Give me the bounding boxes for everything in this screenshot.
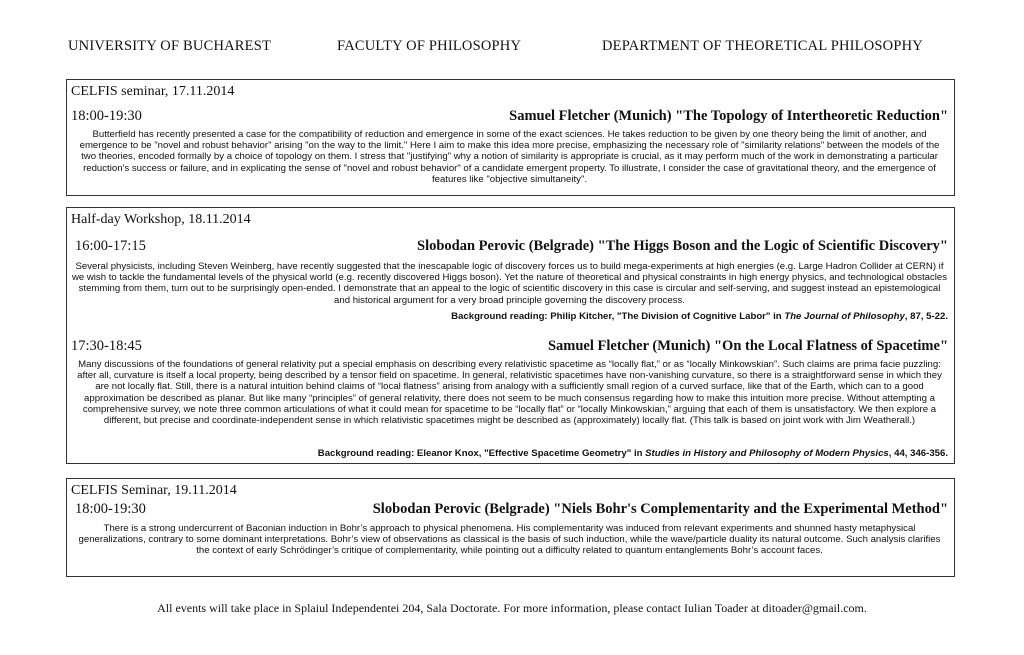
reading-journal: Studies in History and Philosophy of Modern Physics — [645, 448, 889, 459]
department-name: DEPARTMENT OF THEORETICAL PHILOSOPHY — [602, 38, 923, 54]
seminar-title: CELFIS seminar, 17.11.2014 — [71, 84, 235, 99]
seminar-box-1 — [66, 79, 955, 196]
session-time: 18:00-19:30 — [75, 501, 146, 517]
reading-journal: The Journal of Philosophy — [784, 311, 905, 322]
session-time: 16:00-17:15 — [75, 238, 146, 254]
reading-details: , 44, 346-356. — [888, 448, 948, 459]
talk-abstract: Several physicists, including Steven Weinberg, have recently suggested that the inescapable logic of discovery forces us to build mega-experiments at high energies (e.g. Large Hadron Collider at CERN) if we wish to tackle the fundamental levels of the physical world (e.g. recently discovered Higgs boson). Yet the nature of theoretical and physical constraints in high energy physics, and technological obstacles stemming from them, turn out to be surprisingly open-ended. I demonstrate that an appeal to the logic of scientific discovery in this case is circular and self-serving, and suggest instead an epistemological and historical argument for a very broad principle governing the discovery process. — [71, 261, 948, 306]
talk-abstract: Many discussions of the foundations of general relativity put a special emphasis on describing every relativistic spacetime as “locally flat,” or as “locally Minkowskian”. Such claims are prima facie puzzling: after all, curvature is itself a local property, being described by a tensor field on spacetime. In general, relativistic spacetimes have non-vanishing curvature, so there is a straightforward sense in which they are not locally flat. Still, there is a natural intuition behind claims of “local flatness” arising from analogy with a sufficiently small region of a curved surface, like that of the Earth, which can to a good approximation be described as planar. But like many “principles” of general relativity, there does not seem to be much consensus regarding how to make this intuition more precise. Without attempting a comprehensive survey, we note three common articulations of what it could mean for spacetime to be “locally flat” or “locally Minkowskian,” arguing that each of them is unsatisfactory. We then explore a different, but precise and coordinate-independent sense in which relativistic spacetimes might be described as (approximately) locally flat. (This talk is based on joint work with Jim Weatherall.) — [77, 359, 942, 427]
university-name: UNIVERSITY OF BUCHAREST — [68, 38, 272, 54]
reading-text: Background reading: Philip Kitcher, "The Division of Cognitive Labor" in — [451, 311, 785, 322]
workshop-title: Half-day Workshop, 18.11.2014 — [71, 212, 251, 227]
talk-abstract: Butterfield has recently presented a case for the compatibility of reduction and emergence in some of the exact sciences. He takes reduction to be given by one theory being the limit of another, and emergence to be "novel and robust behavior" arising "on the way to the limit." Here I aim to make this idea more precise, emphasizing the necessary role of "similarity relations" between the models of the two theories, encoded formally by a choice of topology on them. I stress that "justifying" why a notion of similarity is appropriate is crucial, as it may perform much of the work in demonstrating a particular reduction's success or failure, and in explicating the sense of "novel and robust behavior" of a candidate emergent property. To illustrate, I consider the case of gravitational theory, and the emergence of features like "objective simultaneity". — [79, 129, 940, 185]
session-time: 18:00-19:30 — [71, 108, 142, 124]
talk-title: Slobodan Perovic (Belgrade) "The Higgs Boson and the Logic of Scientific Discovery" — [417, 238, 948, 254]
talk-title: Samuel Fletcher (Munich) "On the Local Flatness of Spacetime" — [547, 338, 948, 354]
background-reading — [451, 311, 948, 322]
background-reading — [318, 448, 948, 459]
footer-note: All events will take place in Splaiul Independentei 204, Sala Doctorate. For more information, please contact Iulian Toader at ditoader@gmail.com. — [157, 601, 867, 615]
talk-abstract: There is a strong undercurrent of Baconian induction in Bohr’s approach to physical phenomena. His complementarity was induced from relevant experiments and shunned hasty metaphysical generalizations, contrary to some dominant interpretations. Bohr’s view of observations as classical is the basis of such induction, while the wave/particle duality its natural outcome. Such analysis clarifies the context of early Schrödinger’s critique of complementarity, while pointing out a difficulty related to quantum entanglements Bohr’s account faces. — [78, 523, 941, 557]
talk-title: Slobodan Perovic (Belgrade) "Niels Bohr's Complementarity and the Experimental Method" — [372, 501, 948, 517]
page-header — [0, 38, 1024, 58]
seminar-title: CELFIS Seminar, 19.11.2014 — [71, 483, 237, 498]
seminar-box-2 — [66, 478, 955, 577]
workshop-box — [66, 207, 955, 464]
session-time: 17:30-18:45 — [71, 338, 142, 354]
talk-title: Samuel Fletcher (Munich) "The Topology of Intertheoretic Reduction" — [509, 108, 948, 124]
faculty-name: FACULTY OF PHILOSOPHY — [337, 38, 522, 54]
reading-details: , 87, 5-22. — [904, 311, 948, 322]
reading-text: Background reading: Eleanor Knox, "Effective Spacetime Geometry" in — [317, 448, 646, 459]
